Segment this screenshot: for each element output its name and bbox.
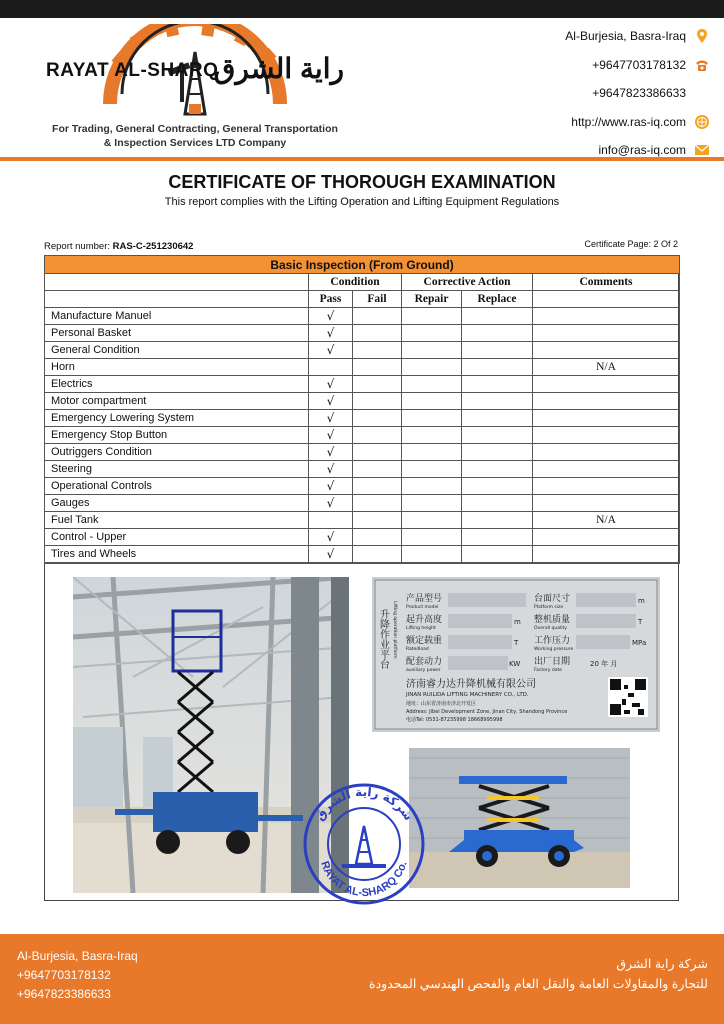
footer-phone-1[interactable]: +9647703178132 bbox=[17, 968, 111, 982]
row-fail-cell bbox=[353, 410, 402, 427]
table-row bbox=[45, 461, 680, 478]
table-spacer-row bbox=[45, 563, 680, 564]
row-item-label: Fuel Tank bbox=[45, 512, 309, 529]
top-bar bbox=[0, 0, 724, 18]
row-fail-cell bbox=[353, 325, 402, 342]
inspection-rows bbox=[45, 308, 680, 564]
row-comment bbox=[533, 478, 680, 495]
row-repair-cell bbox=[402, 393, 462, 410]
stamp-text-english: RAYAT AL-SHARQ Co. bbox=[318, 859, 410, 900]
row-comment bbox=[533, 427, 680, 444]
header-comments: Comments bbox=[533, 274, 680, 291]
plate-label-r4-en: Factory date bbox=[534, 668, 563, 673]
table-row bbox=[45, 444, 680, 461]
footer-phone-2[interactable]: +9647823386633 bbox=[17, 987, 111, 1001]
plate-label-3-en: Ratedload bbox=[406, 647, 429, 652]
row-comment bbox=[533, 410, 680, 427]
row-replace-cell bbox=[462, 478, 533, 495]
row-pass-mark: √ bbox=[309, 376, 353, 393]
row-item-label: Horn bbox=[45, 359, 309, 376]
mail-icon bbox=[694, 142, 710, 158]
row-pass-mark bbox=[309, 359, 353, 376]
row-repair-cell bbox=[402, 444, 462, 461]
plate-side-english: Lifting operation platform bbox=[392, 601, 397, 659]
row-pass-mark: √ bbox=[309, 529, 353, 546]
row-replace-cell bbox=[462, 427, 533, 444]
row-repair-cell bbox=[402, 427, 462, 444]
header-repair: Repair bbox=[402, 291, 462, 308]
row-repair-cell bbox=[402, 359, 462, 376]
plate-label-2: 起升高度 bbox=[406, 615, 443, 625]
plate-label-2-en: Lifting height bbox=[406, 626, 436, 631]
row-replace-cell bbox=[462, 376, 533, 393]
row-comment: N/A bbox=[533, 359, 680, 376]
plate-label-r1-en: Platform size bbox=[534, 605, 564, 610]
company-tagline bbox=[40, 122, 350, 150]
row-repair-cell bbox=[402, 376, 462, 393]
photo-lift-outdoor bbox=[409, 748, 630, 888]
footer-contact bbox=[17, 947, 138, 1004]
row-repair-cell bbox=[402, 308, 462, 325]
plate-unit-1: m bbox=[638, 597, 645, 605]
lift-nameplate bbox=[372, 577, 660, 732]
table-row bbox=[45, 427, 680, 444]
row-pass-mark: √ bbox=[309, 461, 353, 478]
plate-maker-english: JINAN RUILIDA LIFTING MACHINERY CO., LTD. bbox=[406, 692, 529, 698]
row-replace-cell bbox=[462, 444, 533, 461]
plate-side-text: 升降作业平台 bbox=[377, 609, 389, 669]
row-comment bbox=[533, 342, 680, 359]
contact-address: Al-Burjesia, Basra-Iraq bbox=[480, 22, 710, 51]
header-fail: Fail bbox=[353, 291, 402, 308]
header-contact-list bbox=[480, 22, 710, 165]
row-fail-cell bbox=[353, 342, 402, 359]
row-item-label: Gauges bbox=[45, 495, 309, 512]
row-repair-cell bbox=[402, 325, 462, 342]
plate-unit-2: T bbox=[638, 618, 643, 626]
row-comment bbox=[533, 495, 680, 512]
row-fail-cell bbox=[353, 444, 402, 461]
plate-unit-4: 20 年 月 bbox=[590, 660, 618, 668]
row-comment bbox=[533, 376, 680, 393]
row-repair-cell bbox=[402, 342, 462, 359]
row-replace-cell bbox=[462, 325, 533, 342]
plate-label-1-en: Product model bbox=[406, 605, 439, 610]
globe-icon bbox=[694, 114, 710, 130]
row-comment bbox=[533, 461, 680, 478]
header-replace: Replace bbox=[462, 291, 533, 308]
row-fail-cell bbox=[353, 546, 402, 563]
row-repair-cell bbox=[402, 512, 462, 529]
row-fail-cell bbox=[353, 529, 402, 546]
row-comment bbox=[533, 308, 680, 325]
row-pass-mark: √ bbox=[309, 342, 353, 359]
table-row bbox=[45, 342, 680, 359]
row-fail-cell bbox=[353, 427, 402, 444]
table-row bbox=[45, 546, 680, 563]
table-row bbox=[45, 325, 680, 342]
row-pass-mark: √ bbox=[309, 495, 353, 512]
table-row bbox=[45, 393, 680, 410]
footer-address: Al-Burjesia, Basra-Iraq bbox=[17, 949, 138, 963]
tagline-line-2: & Inspection Services LTD Company bbox=[103, 137, 287, 149]
row-comment bbox=[533, 393, 680, 410]
row-comment: N/A bbox=[533, 512, 680, 529]
table-row bbox=[45, 478, 680, 495]
plate-telephone: 电话Tel: 0531-87235998 18668995998 bbox=[406, 717, 503, 723]
row-item-label: Personal Basket bbox=[45, 325, 309, 342]
row-item-label: Operational Controls bbox=[45, 478, 309, 495]
row-item-label: Tires and Wheels bbox=[45, 546, 309, 563]
row-item-label: Outriggers Condition bbox=[45, 444, 309, 461]
stamp-text-arabic: شركة راية الشرق bbox=[312, 784, 416, 824]
row-item-label: Emergency Stop Button bbox=[45, 427, 309, 444]
table-row bbox=[45, 308, 680, 325]
row-pass-mark: √ bbox=[309, 546, 353, 563]
report-number bbox=[44, 241, 193, 252]
plate-mid-2: m bbox=[514, 618, 521, 626]
row-item-label: Electrics bbox=[45, 376, 309, 393]
row-comment bbox=[533, 546, 680, 563]
plate-label-4: 配套动力 bbox=[406, 657, 443, 667]
table-row bbox=[45, 410, 680, 427]
row-replace-cell bbox=[462, 512, 533, 529]
row-pass-mark: √ bbox=[309, 325, 353, 342]
header-condition: Condition bbox=[309, 274, 402, 291]
plate-label-3: 额定载重 bbox=[406, 636, 443, 646]
logo-text-arabic: راية الشرق bbox=[213, 53, 344, 84]
plate-address-chinese: 地址：山东省济南市济北开发区 bbox=[406, 701, 477, 707]
row-replace-cell bbox=[462, 461, 533, 478]
stamp-derrick-icon bbox=[342, 826, 386, 868]
plate-address-english: Address: Jibei Development Zone, Jinan City, Shandong Province bbox=[406, 709, 568, 715]
row-repair-cell bbox=[402, 410, 462, 427]
row-repair-cell bbox=[402, 529, 462, 546]
qr-code-icon bbox=[608, 677, 648, 717]
row-replace-cell bbox=[462, 546, 533, 563]
table-row bbox=[45, 359, 680, 376]
row-comment bbox=[533, 325, 680, 342]
row-repair-cell bbox=[402, 478, 462, 495]
row-pass-mark: √ bbox=[309, 410, 353, 427]
plate-label-r4: 出厂日期 bbox=[534, 657, 571, 667]
plate-mid-4: KW bbox=[509, 660, 521, 668]
plate-label-1: 产品型号 bbox=[406, 594, 443, 604]
footer-arabic-description: للتجارة والمقاولات العامة والنقل العام والفحص الهندسي المحدودة bbox=[369, 977, 708, 991]
header-blank bbox=[45, 274, 309, 291]
header-divider bbox=[0, 157, 724, 161]
header-comments-blank bbox=[533, 291, 680, 308]
row-fail-cell bbox=[353, 359, 402, 376]
document-title: CERTIFICATE OF THOROUGH EXAMINATION bbox=[168, 172, 556, 192]
row-item-label: Emergency Lowering System bbox=[45, 410, 309, 427]
header-corrective-action: Corrective Action bbox=[402, 274, 533, 291]
row-pass-mark: √ bbox=[309, 444, 353, 461]
row-fail-cell bbox=[353, 478, 402, 495]
row-replace-cell bbox=[462, 308, 533, 325]
document-subtitle: This report complies with the Lifting Operation and Lifting Equipment Regulations bbox=[164, 196, 560, 208]
row-pass-mark bbox=[309, 512, 353, 529]
plate-label-r2: 整机质量 bbox=[534, 615, 571, 625]
tagline-line-1: For Trading, General Contracting, General Transportation bbox=[52, 123, 338, 135]
contact-email[interactable]: info@ras-iq.com bbox=[480, 136, 710, 165]
plate-mid-3: T bbox=[514, 639, 519, 647]
report-number-value: RAS-C-251230642 bbox=[112, 241, 194, 252]
row-item-label: Steering bbox=[45, 461, 309, 478]
row-item-label: Motor compartment bbox=[45, 393, 309, 410]
plate-maker-chinese: 济南睿力达升降机械有限公司 bbox=[406, 679, 536, 690]
table-row bbox=[45, 512, 680, 529]
row-replace-cell bbox=[462, 359, 533, 376]
row-item-label: General Condition bbox=[45, 342, 309, 359]
row-repair-cell bbox=[402, 495, 462, 512]
plate-label-r1: 台面尺寸 bbox=[534, 594, 571, 604]
plate-label-r2-en: Overall quality bbox=[534, 626, 567, 631]
company-logo bbox=[40, 24, 350, 120]
contact-phone-2[interactable]: +9647823386633 bbox=[592, 86, 686, 101]
photo-lift-outdoor-graphic bbox=[409, 748, 630, 888]
location-pin-icon bbox=[694, 28, 710, 44]
row-fail-cell bbox=[353, 461, 402, 478]
plate-label-r3: 工作压力 bbox=[534, 636, 571, 646]
row-replace-cell bbox=[462, 410, 533, 427]
report-number-label: Report number: bbox=[44, 241, 111, 252]
logo-text-english: RAYAT AL-SHARQ bbox=[46, 60, 219, 81]
plate-label-4-en: auxiliary power bbox=[406, 668, 441, 673]
contact-website[interactable]: http://www.ras-iq.com bbox=[480, 108, 710, 137]
row-repair-cell bbox=[402, 461, 462, 478]
plate-unit-3: MPa bbox=[632, 639, 647, 647]
row-replace-cell bbox=[462, 393, 533, 410]
row-comment bbox=[533, 529, 680, 546]
company-stamp bbox=[302, 782, 426, 906]
footer-arabic-name: شركة راية الشرق bbox=[616, 957, 708, 971]
row-fail-cell bbox=[353, 376, 402, 393]
row-replace-cell bbox=[462, 495, 533, 512]
row-pass-mark: √ bbox=[309, 478, 353, 495]
row-comment bbox=[533, 444, 680, 461]
inspection-table bbox=[44, 255, 680, 564]
footer-company-arabic bbox=[369, 954, 708, 994]
row-pass-mark: √ bbox=[309, 427, 353, 444]
row-pass-mark: √ bbox=[309, 393, 353, 410]
row-item-label: Manufacture Manuel bbox=[45, 308, 309, 325]
table-row bbox=[45, 376, 680, 393]
row-fail-cell bbox=[353, 393, 402, 410]
lift-nameplate-graphic bbox=[372, 577, 660, 732]
table-row bbox=[45, 529, 680, 546]
svg-text:شركة راية الشرق bbox=[312, 785, 415, 823]
row-fail-cell bbox=[353, 495, 402, 512]
row-repair-cell bbox=[402, 546, 462, 563]
row-pass-mark: √ bbox=[309, 308, 353, 325]
phone-icon bbox=[694, 57, 710, 73]
header-blank-2 bbox=[45, 291, 309, 308]
row-item-label: Control - Upper bbox=[45, 529, 309, 546]
contact-phone-1[interactable]: +9647703178132 bbox=[480, 51, 710, 80]
header-pass: Pass bbox=[309, 291, 353, 308]
plate-label-r3-en: Working pressure bbox=[534, 647, 574, 652]
row-fail-cell bbox=[353, 308, 402, 325]
row-replace-cell bbox=[462, 529, 533, 546]
table-row bbox=[45, 495, 680, 512]
row-fail-cell bbox=[353, 512, 402, 529]
company-stamp-graphic bbox=[302, 782, 426, 906]
row-replace-cell bbox=[462, 342, 533, 359]
section-title: Basic Inspection (From Ground) bbox=[45, 256, 680, 274]
certificate-page: Certificate Page: 2 Of 2 bbox=[584, 239, 678, 249]
